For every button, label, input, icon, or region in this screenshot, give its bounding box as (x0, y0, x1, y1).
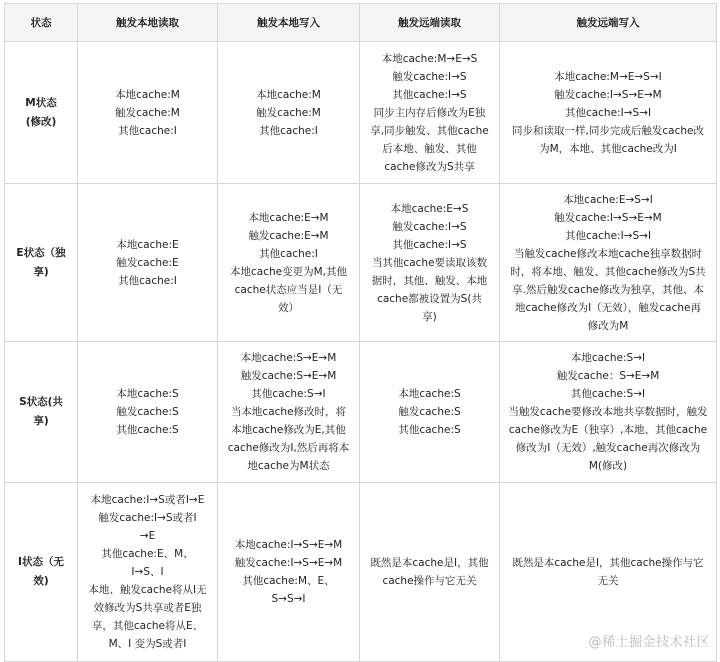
cell-text-line: 修改为I（无效）,触发cache再次修改为 (515, 442, 701, 454)
state-cell (5, 483, 78, 662)
header-state: 状态 (5, 4, 78, 42)
cell-text-line: 本地cache:I→S或者I→E (90, 494, 205, 506)
table-row (5, 42, 717, 184)
cell-text-line: 当触发cache修改本地cache独享数据时 (513, 247, 703, 260)
cell-local-read (78, 42, 218, 184)
state-cell (5, 42, 78, 184)
cell-text-line: 据时，其他、触发、本地 (371, 274, 488, 287)
watermark-text: @稀土掘金技术社区 (588, 635, 710, 650)
cell-local-read (78, 342, 218, 483)
cell-text-line: 其他cache:E、M、 (101, 548, 194, 560)
cell-text-line: 其他cache:I (259, 124, 318, 137)
cell-text-line: 本地cache变更为M,其他 (230, 265, 347, 278)
cell-local-write (218, 342, 360, 483)
cell-text-line: 触发cache:E (116, 256, 179, 269)
cell-text-line: 享,同步触发、其他cache (370, 124, 489, 137)
cell-text-line: 当本地cache修改时，将 (230, 406, 347, 418)
cell-text-line: 既然是本cache是I，其他 (370, 557, 489, 569)
cell-local-read (78, 184, 218, 342)
cell-remote-read (360, 342, 500, 483)
cell-text-line: 同步主内存后修改为E独 (373, 106, 486, 119)
state-cell (5, 342, 78, 483)
cell-text-line: 本地cache:S (116, 388, 179, 400)
cell-text-line: 本地cache:M→E→S (381, 52, 478, 65)
cell-text-line: 当触发cache要修改本地共享数据时，触发 (508, 406, 708, 418)
cell-local-write (218, 184, 360, 342)
cell-text-line: cache操作与它无关 (382, 575, 477, 587)
cell-text-line: 触发cache:I→S或者I (98, 512, 197, 524)
cell-text-line: 触发cache:I→S→E→M (554, 88, 662, 101)
cell-text-line: 效） (278, 301, 299, 314)
cell-text-line: 本地cache修改为E,其他 (231, 424, 346, 436)
cell-text-line: 触发cache:S→E→M (240, 370, 337, 382)
cell-text-line: cache都被设置为S(共 (377, 292, 482, 305)
cell-text-line: 地cache为M状态 (247, 460, 330, 472)
cell-text-line: 触发cache:I→S (392, 70, 467, 83)
cell-text-line: 本地cache:M (256, 88, 321, 101)
cell-text-line: 时，将本地、触发、其他cache修改为S共 (510, 265, 706, 278)
cell-text-line: 其他cache:S→I (570, 388, 646, 400)
cell-text-line: 触发cache:M (115, 106, 180, 119)
cell-text-line: 享.然后触发cache修改为独享，其他、本 (512, 283, 704, 296)
cell-text-line: 效修改为S共享或者E独 (93, 602, 202, 614)
cell-text-line: 触发cache:M (256, 106, 321, 119)
state-label-line: (修改) (25, 115, 57, 128)
state-label-line: I状态（无 (18, 556, 64, 568)
cell-text-line: 触发cache:S (398, 406, 461, 418)
cell-text-line: 触发cache:I→S→E→M (234, 557, 343, 569)
header-local-read: 触发本地读取 (78, 4, 218, 42)
cell-text-line: 其他cache:I→S (392, 238, 467, 251)
cell-text-line: 其他cache:I (118, 274, 177, 287)
cell-text-line: cache修改为S共享 (384, 160, 475, 173)
cell-remote-write (500, 42, 717, 184)
cell-text-line: 享，其他cache将从E、 (91, 620, 204, 632)
cell-text-line: 当其他cache要读取该数 (371, 256, 488, 269)
cell-text-line: 其他cache:S→I (251, 388, 326, 400)
cell-text-line: 触发cache:I→S→E→M (554, 211, 662, 224)
header-local-write: 触发本地写入 (218, 4, 360, 42)
cell-text-line: 本地cache:M→E→S→I (554, 70, 662, 83)
cell-text-line: →E (139, 530, 156, 542)
state-label-line: 效) (33, 575, 49, 587)
cell-text-line: M(修改) (588, 460, 628, 472)
cell-text-line: 本地cache:E (116, 238, 179, 251)
cell-text-line: 其他cache:I (259, 247, 318, 260)
cell-text-line: 本地cache:I→S→E→M (234, 539, 343, 551)
state-label-line: 享) (33, 415, 49, 427)
cell-remote-read (360, 42, 500, 184)
cell-text-line: 为M，本地、其他cache改为I (539, 142, 677, 155)
cell-local-write (218, 42, 360, 184)
state-label-line: E状态（独 (16, 246, 66, 259)
cell-text-line: 本地、触发cache将从I无 (88, 584, 207, 596)
cell-local-write (218, 483, 360, 662)
cell-text-line: 修改为M (587, 319, 629, 332)
cell-text-line: 享) (422, 310, 437, 323)
cell-text-line: 本地cache:E→S→I (563, 193, 653, 206)
cell-text-line: cache状态应当是I（无 (234, 283, 343, 296)
cell-text-line: 其他cache:S (116, 424, 179, 436)
cell-text-line: 本地cache:E→S (390, 202, 469, 215)
cell-text-line: 其他cache:I (118, 124, 177, 137)
cell-local-read (78, 483, 218, 662)
cell-text-line: 触发cache:S (116, 406, 179, 418)
state-label-line: S状态(共 (19, 396, 63, 408)
state-label-line: 享) (33, 265, 49, 278)
table-row (5, 184, 717, 342)
header-remote-read: 触发远端读取 (360, 4, 500, 42)
cell-text-line: M、I 变为S或者I (108, 638, 187, 650)
cell-text-line: 其他cache:I→S→I (564, 106, 652, 119)
table-row (5, 342, 717, 483)
cell-text-line: 触发cache:E→M (248, 229, 329, 242)
cell-text-line: 其他cache:I→S (392, 88, 467, 101)
cell-text-line: 本地cache:S→E→M (240, 352, 337, 364)
header-remote-write: 触发远端写入 (500, 4, 717, 42)
cell-text-line: 无关 (597, 575, 619, 587)
cell-text-line: 本地cache:S→I (570, 352, 646, 364)
cell-text-line: 触发cache:I→S (392, 220, 467, 233)
cell-text-line: 其他cache:I→S→I (564, 229, 652, 242)
cell-text-line: cache修改为E（独享）,本地、其他cache (508, 424, 708, 436)
cell-remote-write (500, 342, 717, 483)
cell-text-line: 其他cache:S (398, 424, 461, 436)
cell-text-line: 既然是本cache是I，其他cache操作与它 (512, 557, 704, 569)
mesi-state-table (4, 3, 717, 662)
cell-text-line: 本地cache:M (115, 88, 180, 101)
header-row (5, 4, 717, 42)
cell-text-line: S→S→I (271, 593, 306, 605)
cell-text-line: I→S、I (131, 566, 164, 578)
cell-text-line: cache修改为I,然后再将本 (227, 442, 350, 454)
cell-text-line: 本地cache:S (398, 388, 461, 400)
cell-text-line: 其他cache:M、E、 (242, 575, 335, 587)
cell-remote-read (360, 184, 500, 342)
cell-remote-write (500, 184, 717, 342)
cell-text-line: 触发cache：S→E→M (556, 370, 660, 382)
state-label-line: M状态 (25, 96, 57, 109)
state-cell (5, 184, 78, 342)
cell-text-line: 后本地、触发、其他 (382, 142, 477, 155)
cell-text-line: 本地cache:E→M (248, 211, 329, 224)
cell-text-line: 同步和读取一样,同步完成后触发cache改 (512, 124, 704, 137)
cell-remote-read (360, 483, 500, 662)
cell-text-line: 地cache修改为I（无效），触发cache再 (514, 301, 702, 314)
